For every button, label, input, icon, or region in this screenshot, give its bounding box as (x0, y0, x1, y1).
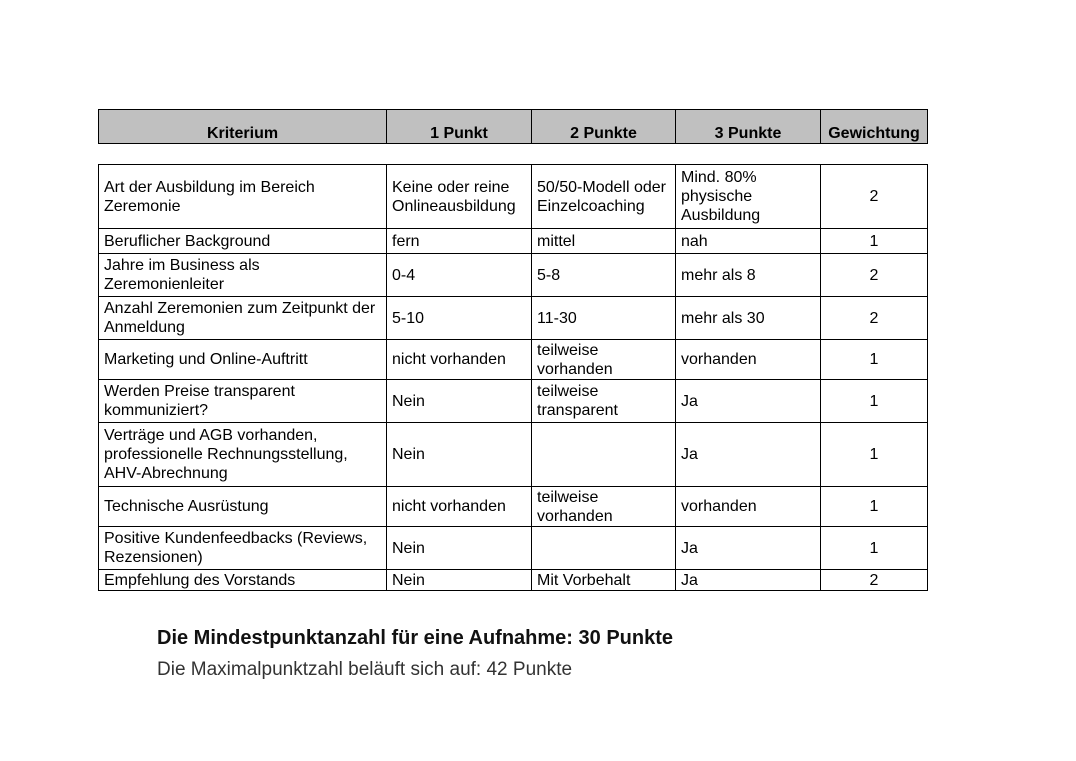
criterion-cell: Jahre im Business als Zeremonienleiter (99, 254, 387, 297)
two-points-cell: Mit Vorbehalt (532, 570, 676, 591)
table-row (99, 254, 928, 297)
header-criterion: Kriterium (99, 110, 387, 144)
table-row (99, 487, 928, 527)
weight-cell: 2 (821, 297, 928, 340)
criterion-cell: Empfehlung des Vorstands (99, 570, 387, 591)
three-points-cell: Ja (676, 423, 821, 487)
three-points-cell: Ja (676, 527, 821, 570)
table-row (99, 297, 928, 340)
one-point-cell: nicht vorhanden (387, 487, 532, 527)
two-points-cell: teilweise vorhanden (532, 340, 676, 380)
weight-cell: 1 (821, 487, 928, 527)
criterion-cell: Marketing und Online-Auftritt (99, 340, 387, 380)
one-point-cell: nicht vorhanden (387, 340, 532, 380)
table-row (99, 570, 928, 591)
one-point-cell: 5-10 (387, 297, 532, 340)
one-point-cell: Nein (387, 423, 532, 487)
one-point-cell: Keine oder reine Onlineausbildung (387, 165, 532, 229)
criterion-cell: Art der Ausbildung im Bereich Zeremonie (99, 165, 387, 229)
criterion-cell: Anzahl Zeremonien zum Zeitpunkt der Anmeldung (99, 297, 387, 340)
three-points-cell: vorhanden (676, 340, 821, 380)
maximum-points-text: Die Maximalpunktzahl beläuft sich auf: 42 Punkte (157, 659, 573, 680)
three-points-cell: Ja (676, 380, 821, 423)
criteria-table (98, 164, 928, 591)
weight-cell: 1 (821, 380, 928, 423)
minimum-points-text: Die Mindestpunktanzahl für eine Aufnahme: 30 Punkte (157, 627, 673, 649)
one-point-cell: Nein (387, 570, 532, 591)
weight-cell: 1 (821, 527, 928, 570)
weight-cell: 2 (821, 570, 928, 591)
criterion-cell: Positive Kundenfeedbacks (Reviews, Rezensionen) (99, 527, 387, 570)
one-point-cell: 0-4 (387, 254, 532, 297)
two-points-cell (532, 527, 676, 570)
weight-cell: 1 (821, 340, 928, 380)
two-points-cell: 11-30 (532, 297, 676, 340)
two-points-cell: mittel (532, 229, 676, 254)
two-points-cell: teilweise transparent (532, 380, 676, 423)
criterion-cell: Verträge und AGB vorhanden, professionelle Rechnungsstellung, AHV-Abrechnung (99, 423, 387, 487)
two-points-cell: 50/50-Modell oder Einzelcoaching (532, 165, 676, 229)
three-points-cell: nah (676, 229, 821, 254)
three-points-cell: Ja (676, 570, 821, 591)
header-row (99, 110, 928, 144)
criterion-cell: Beruflicher Background (99, 229, 387, 254)
criterion-cell: Technische Ausrüstung (99, 487, 387, 527)
table-row (99, 165, 928, 229)
one-point-cell: Nein (387, 380, 532, 423)
two-points-cell (532, 423, 676, 487)
header-weight: Gewichtung (821, 110, 928, 144)
weight-cell: 2 (821, 165, 928, 229)
criterion-cell: Werden Preise transparent kommuniziert? (99, 380, 387, 423)
two-points-cell: 5-8 (532, 254, 676, 297)
one-point-cell: Nein (387, 527, 532, 570)
three-points-cell: Mind. 80% physische Ausbildung (676, 165, 821, 229)
criteria-header-table (98, 109, 928, 144)
table-row (99, 380, 928, 423)
table-row (99, 340, 928, 380)
weight-cell: 1 (821, 229, 928, 254)
three-points-cell: vorhanden (676, 487, 821, 527)
weight-cell: 2 (821, 254, 928, 297)
header-1-point: 1 Punkt (387, 110, 532, 144)
three-points-cell: mehr als 30 (676, 297, 821, 340)
table-row (99, 527, 928, 570)
two-points-cell: teilweise vorhanden (532, 487, 676, 527)
header-3-points: 3 Punkte (676, 110, 821, 144)
header-2-points: 2 Punkte (532, 110, 676, 144)
table-row (99, 423, 928, 487)
one-point-cell: fern (387, 229, 532, 254)
table-row (99, 229, 928, 254)
weight-cell: 1 (821, 423, 928, 487)
three-points-cell: mehr als 8 (676, 254, 821, 297)
